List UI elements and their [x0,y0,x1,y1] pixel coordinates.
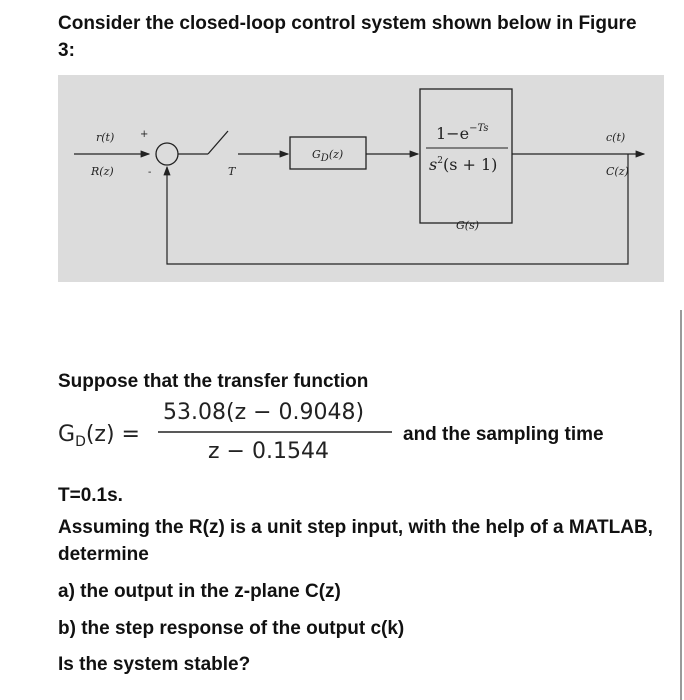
summing-junction [156,143,178,165]
formula-numerator: 53.08(z − 0.9048) [163,400,365,425]
plus-sign: + [140,129,149,140]
sampler-switch [208,131,228,154]
plant-label: G(s) [456,219,480,232]
input-time-label: r(t) [96,131,115,144]
controller-label: GD(z) [312,148,344,164]
sampler-period-label: T [228,165,236,178]
minus-sign: - [148,167,152,178]
transfer-function-lead: Suppose that the transfer function [58,371,369,392]
part-a: a) the output in the z-plane C(z) [58,581,341,602]
assumption-text: Assuming the R(z) is a unit step input, with the help of a MATLAB, determine [58,517,653,565]
stability-question: Is the system stable? [58,654,251,675]
scrollbar[interactable] [680,310,682,700]
formula-lhs: $G_D(z)$ = [58,422,140,450]
sampling-period: T=0.1s. [58,485,123,506]
block-diagram-figure [58,75,664,282]
output-z-label: C(z) [606,165,629,178]
output-time-label: c(t) [606,131,626,144]
formula-denominator: z − 0.1544 [208,439,329,464]
plant-numerator: $1-e^{-Ts}$ [436,123,489,143]
part-b: b) the step response of the output c(k) [58,618,405,639]
question-intro: Consider the closed-loop control system shown below in Figure 3: [58,13,637,61]
plant-denominator: $s^2(s + 1)$ [429,155,498,174]
sampling-time-text: and the sampling time [403,424,604,445]
controller-transfer-function [58,392,403,470]
feedback-path [167,154,628,264]
input-z-label: R(z) [91,165,114,178]
